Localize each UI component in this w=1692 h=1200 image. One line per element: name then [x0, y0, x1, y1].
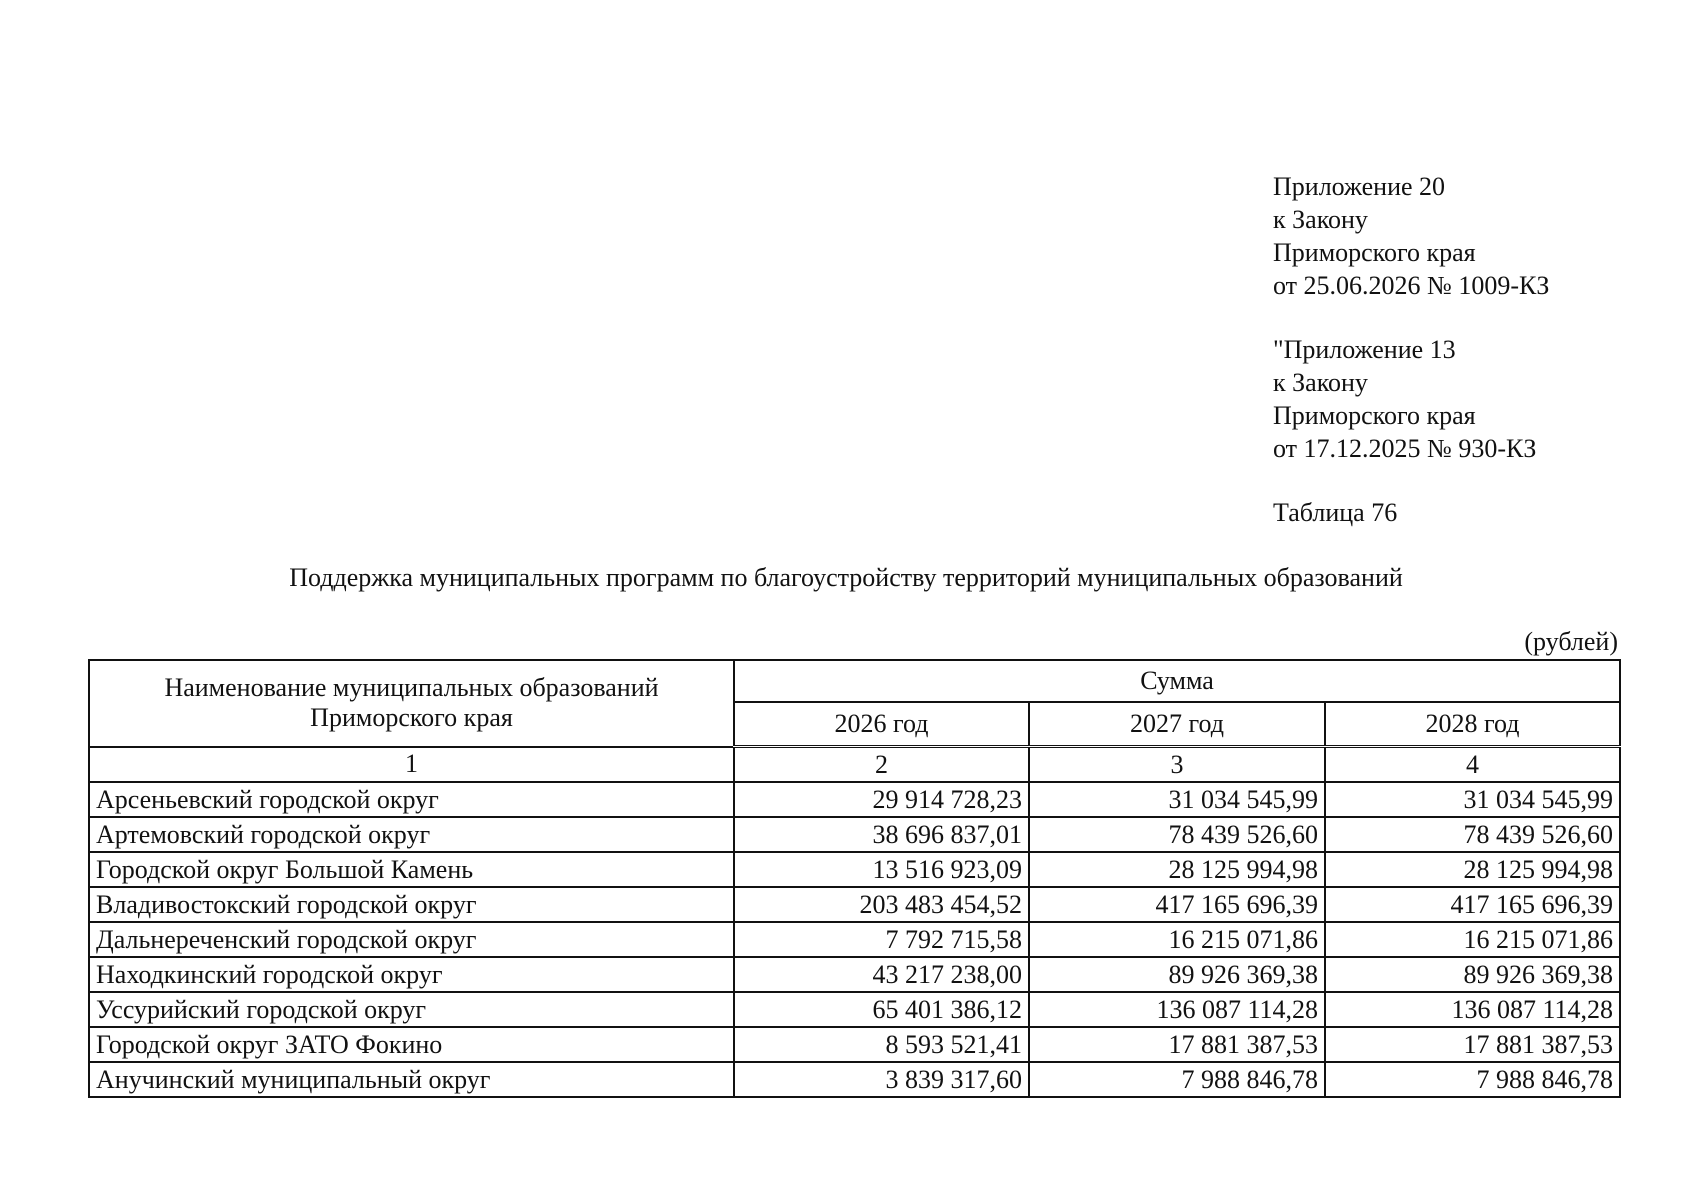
- appendix-line: к Закону: [1273, 205, 1368, 234]
- appendix-line: от 17.12.2025 № 930-КЗ: [1273, 434, 1537, 463]
- appendix-line: "Приложение 13: [1273, 335, 1456, 364]
- amount-2026-cell: 7 792 715,58: [734, 922, 1029, 957]
- table-label: Таблица 76: [1273, 498, 1398, 527]
- amount-2027-cell: 89 926 369,38: [1029, 957, 1325, 992]
- amount-2026-cell: 29 914 728,23: [734, 782, 1029, 817]
- year-2027-header: 2027 год: [1029, 702, 1325, 747]
- amount-2027-cell: 78 439 526,60: [1029, 817, 1325, 852]
- appendix-line: к Закону: [1273, 368, 1368, 397]
- municipality-name-cell: Находкинский городской округ: [89, 957, 734, 992]
- municipality-name-header: Наименование муниципальных образований Приморского края: [89, 660, 734, 747]
- appendix-20-reference: [1273, 170, 1549, 302]
- amount-2026-cell: 13 516 923,09: [734, 852, 1029, 887]
- amount-2028-cell: 417 165 696,39: [1325, 887, 1620, 922]
- amount-2028-cell: 89 926 369,38: [1325, 957, 1620, 992]
- amount-2027-cell: 17 881 387,53: [1029, 1027, 1325, 1062]
- header-row: [89, 660, 1620, 702]
- year-2026-header: 2026 год: [734, 702, 1029, 747]
- amount-2027-cell: 7 988 846,78: [1029, 1062, 1325, 1097]
- column-number: 2: [734, 747, 1029, 783]
- municipality-name-cell: Уссурийский городской округ: [89, 992, 734, 1027]
- year-2028-header: 2028 год: [1325, 702, 1620, 747]
- sum-header: Сумма: [734, 660, 1620, 702]
- amount-2026-cell: 3 839 317,60: [734, 1062, 1029, 1097]
- column-number: 3: [1029, 747, 1325, 783]
- amount-2028-cell: 28 125 994,98: [1325, 852, 1620, 887]
- amount-2027-cell: 31 034 545,99: [1029, 782, 1325, 817]
- document-title: Поддержка муниципальных программ по благоустройству территорий муниципальных образований: [289, 563, 1403, 592]
- appendix-line: Приложение 20: [1273, 172, 1446, 201]
- column-number: 1: [89, 747, 734, 783]
- amount-2027-cell: 28 125 994,98: [1029, 852, 1325, 887]
- funding-table: [88, 659, 1621, 1098]
- units-label: (рублей): [1524, 627, 1618, 656]
- table-row: [89, 852, 1620, 887]
- amount-2028-cell: 7 988 846,78: [1325, 1062, 1620, 1097]
- table-row: [89, 922, 1620, 957]
- table-row: [89, 992, 1620, 1027]
- amount-2026-cell: 65 401 386,12: [734, 992, 1029, 1027]
- amount-2028-cell: 78 439 526,60: [1325, 817, 1620, 852]
- table-row: [89, 1062, 1620, 1097]
- table-number-label: [1273, 496, 1549, 529]
- municipality-name-cell: Артемовский городской округ: [89, 817, 734, 852]
- amount-2028-cell: 136 087 114,28: [1325, 992, 1620, 1027]
- appendix-line: Приморского края: [1273, 238, 1476, 267]
- column-number: 4: [1325, 747, 1620, 783]
- table-row: [89, 1027, 1620, 1062]
- appendix-line: Приморского края: [1273, 401, 1476, 430]
- appendix-line: от 25.06.2026 № 1009-КЗ: [1273, 271, 1550, 300]
- amount-2028-cell: 16 215 071,86: [1325, 922, 1620, 957]
- municipality-name-cell: Арсеньевский городской округ: [89, 782, 734, 817]
- amount-2028-cell: 17 881 387,53: [1325, 1027, 1620, 1062]
- column-number-row: [89, 747, 1620, 783]
- appendix-header: [1273, 170, 1549, 560]
- municipality-name-cell: Владивостокский городской округ: [89, 887, 734, 922]
- amount-2026-cell: 38 696 837,01: [734, 817, 1029, 852]
- amount-2028-cell: 31 034 545,99: [1325, 782, 1620, 817]
- table-row: [89, 817, 1620, 852]
- appendix-13-reference: [1273, 333, 1549, 465]
- amount-2026-cell: 43 217 238,00: [734, 957, 1029, 992]
- table-body: [89, 782, 1620, 1097]
- municipality-name-cell: Городской округ Большой Камень: [89, 852, 734, 887]
- municipality-name-cell: Городской округ ЗАТО Фокино: [89, 1027, 734, 1062]
- amount-2027-cell: 417 165 696,39: [1029, 887, 1325, 922]
- amount-2027-cell: 16 215 071,86: [1029, 922, 1325, 957]
- municipality-name-cell: Дальнереченский городской округ: [89, 922, 734, 957]
- municipality-name-cell: Анучинский муниципальный округ: [89, 1062, 734, 1097]
- amount-2026-cell: 8 593 521,41: [734, 1027, 1029, 1062]
- table-row: [89, 782, 1620, 817]
- amount-2027-cell: 136 087 114,28: [1029, 992, 1325, 1027]
- amount-2026-cell: 203 483 454,52: [734, 887, 1029, 922]
- table-row: [89, 887, 1620, 922]
- table-row: [89, 957, 1620, 992]
